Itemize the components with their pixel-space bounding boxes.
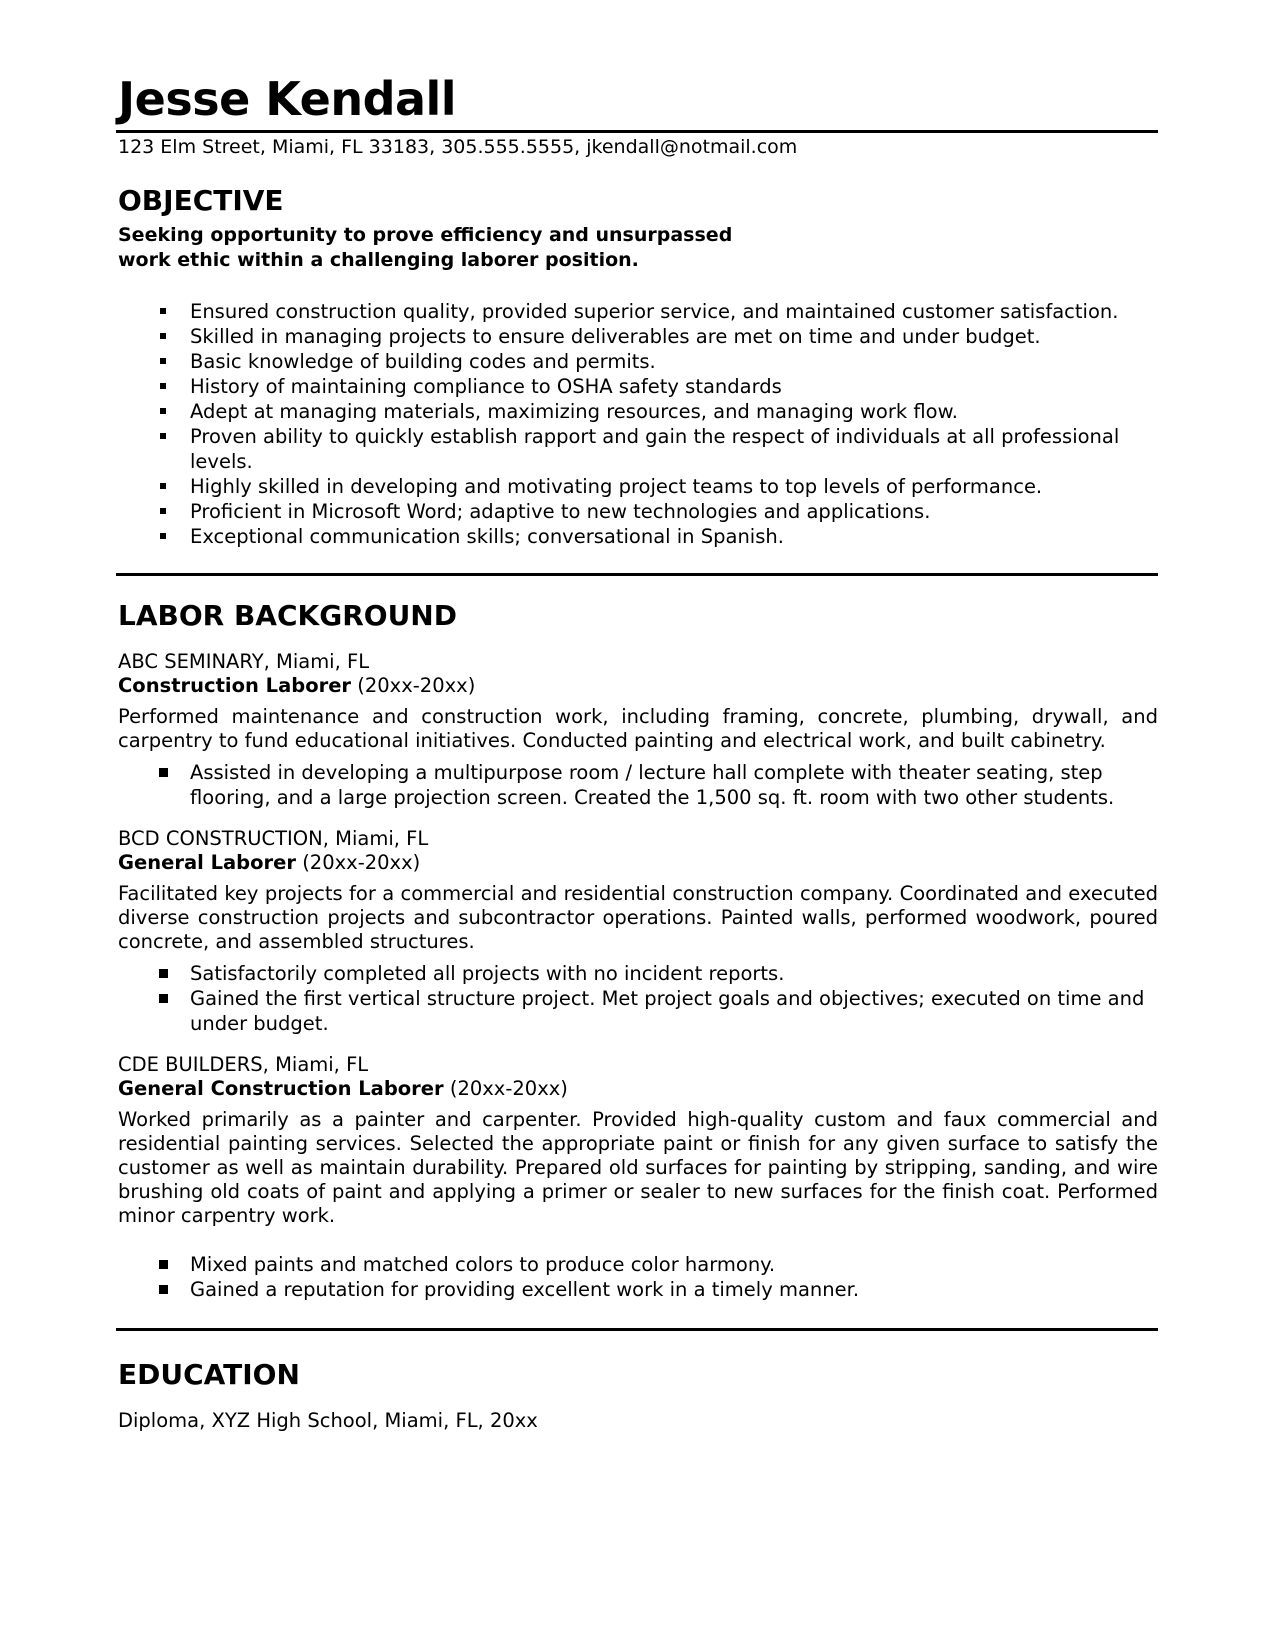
employer-name: CDE BUILDERS, Miami, FL xyxy=(118,1053,369,1076)
list-item xyxy=(118,399,1158,424)
education-heading: EDUCATION xyxy=(118,1358,300,1391)
bullet-icon xyxy=(156,760,170,785)
bullet-icon xyxy=(156,499,170,524)
bullet-icon xyxy=(156,374,170,399)
bullet-icon xyxy=(156,349,170,374)
list-item-text: Proven ability to quickly establish rapport and gain the respect of individuals at all professional levels. xyxy=(190,425,1120,473)
list-item xyxy=(118,760,1158,810)
bullet-icon xyxy=(156,424,170,449)
list-item xyxy=(118,1252,1158,1277)
list-item-text: Proficient in Microsoft Word; adaptive to new technologies and applications. xyxy=(190,500,931,523)
job-role xyxy=(118,851,1158,875)
contact-info: 123 Elm Street, Miami, FL 33183, 305.555.5555, jkendall@notmail.com xyxy=(118,136,798,158)
list-item-text: History of maintaining compliance to OSHA safety standards xyxy=(190,375,782,398)
bullet-icon xyxy=(156,1252,170,1277)
job-description: Facilitated key projects for a commercial and residential construction company. Coordinated and executed diverse construction projects and subcontractor operations. Painted walls, performed woodwork, poured concrete, and assembled structures. xyxy=(118,882,1158,953)
list-item-text: Satisfactorily completed all projects with no incident reports. xyxy=(190,962,785,985)
job-dates: (20xx-20xx) xyxy=(443,1077,568,1100)
bullet-icon xyxy=(156,986,170,1011)
list-item-text: Gained a reputation for providing excellent work in a timely manner. xyxy=(190,1278,860,1301)
job-entry xyxy=(118,650,1158,810)
list-item xyxy=(118,524,1158,549)
list-item xyxy=(118,474,1158,499)
job-entry xyxy=(118,1053,1158,1302)
bullet-icon xyxy=(156,299,170,324)
job-description: Worked primarily as a painter and carpenter. Provided high-quality custom and faux commercial and residential painting services. Selected the appropriate paint or finish for any given surface to satisfy the customer as well as maintain durability. Prepared old surfaces for painting by stripping, sanding, and wire brushing old coats of paint and applying a primer or sealer to new surfaces for the finish coat. Performed minor carpentry work. xyxy=(118,1108,1158,1227)
bullet-icon xyxy=(156,524,170,549)
job-bullet-list xyxy=(118,1252,1158,1302)
job-role xyxy=(118,1077,1158,1101)
bullet-icon xyxy=(156,399,170,424)
list-item-text: Gained the first vertical structure project. Met project goals and objectives; executed on time and under budget. xyxy=(190,987,1145,1035)
job-dates: (20xx-20xx) xyxy=(296,851,421,874)
list-item xyxy=(118,986,1158,1036)
list-item xyxy=(118,374,1158,399)
list-item-text: Exceptional communication skills; conversational in Spanish. xyxy=(190,525,784,548)
list-item xyxy=(118,299,1158,324)
objective-bullet-list xyxy=(118,299,1158,549)
job-title: General Laborer xyxy=(118,851,296,874)
job-title: Construction Laborer xyxy=(118,674,352,697)
bullet-icon xyxy=(156,474,170,499)
list-item xyxy=(118,324,1158,349)
resume-page xyxy=(118,70,1158,1433)
list-item-text: Skilled in managing projects to ensure deliverables are met on time and under budget. xyxy=(190,325,1041,348)
job-description: Performed maintenance and construction work, including framing, concrete, plumbing, drywall, and carpentry to fund educational initiatives. Conducted painting and electrical work, and built cabinetry. xyxy=(118,705,1158,752)
section-divider xyxy=(116,573,1158,576)
list-item xyxy=(118,1277,1158,1302)
employer-name: ABC SEMINARY, Miami, FL xyxy=(118,650,370,673)
list-item-text: Ensured construction quality, provided superior service, and maintained customer satisfaction. xyxy=(190,300,1119,323)
list-item-text: Assisted in developing a multipurpose room / lecture hall complete with theater seating, step flooring, and a large projection screen. Created the 1,500 sq. ft. room with two other students. xyxy=(190,761,1115,809)
employer-name: BCD CONSTRUCTION, Miami, FL xyxy=(118,827,429,850)
list-item xyxy=(118,349,1158,374)
job-title: General Construction Laborer xyxy=(118,1077,444,1100)
list-item xyxy=(118,961,1158,986)
list-item-text: Mixed paints and matched colors to produce color harmony. xyxy=(190,1253,776,1276)
list-item-text: Basic knowledge of building codes and permits. xyxy=(190,350,656,373)
bullet-icon xyxy=(156,324,170,349)
header-divider xyxy=(116,130,1158,133)
candidate-name: Jesse Kendall xyxy=(118,72,457,126)
section-divider xyxy=(116,1328,1158,1331)
job-dates: (20xx-20xx) xyxy=(351,674,476,697)
education-entry: Diploma, XYZ High School, Miami, FL, 20xx xyxy=(118,1409,538,1432)
list-item xyxy=(118,424,1158,474)
list-item xyxy=(118,499,1158,524)
list-item-text: Highly skilled in developing and motivating project teams to top levels of performance. xyxy=(190,475,1043,498)
objective-statement: Seeking opportunity to prove efficiency and unsurpassed work ethic within a challenging laborer position. xyxy=(118,224,733,271)
job-entry xyxy=(118,827,1158,1036)
job-bullet-list xyxy=(118,961,1158,1036)
labor-background-heading: LABOR BACKGROUND xyxy=(118,599,457,632)
list-item-text: Adept at managing materials, maximizing resources, and managing work flow. xyxy=(190,400,958,423)
bullet-icon xyxy=(156,1277,170,1302)
bullet-icon xyxy=(156,961,170,986)
objective-heading: OBJECTIVE xyxy=(118,184,284,217)
job-bullet-list xyxy=(118,760,1158,810)
job-role xyxy=(118,674,1158,698)
